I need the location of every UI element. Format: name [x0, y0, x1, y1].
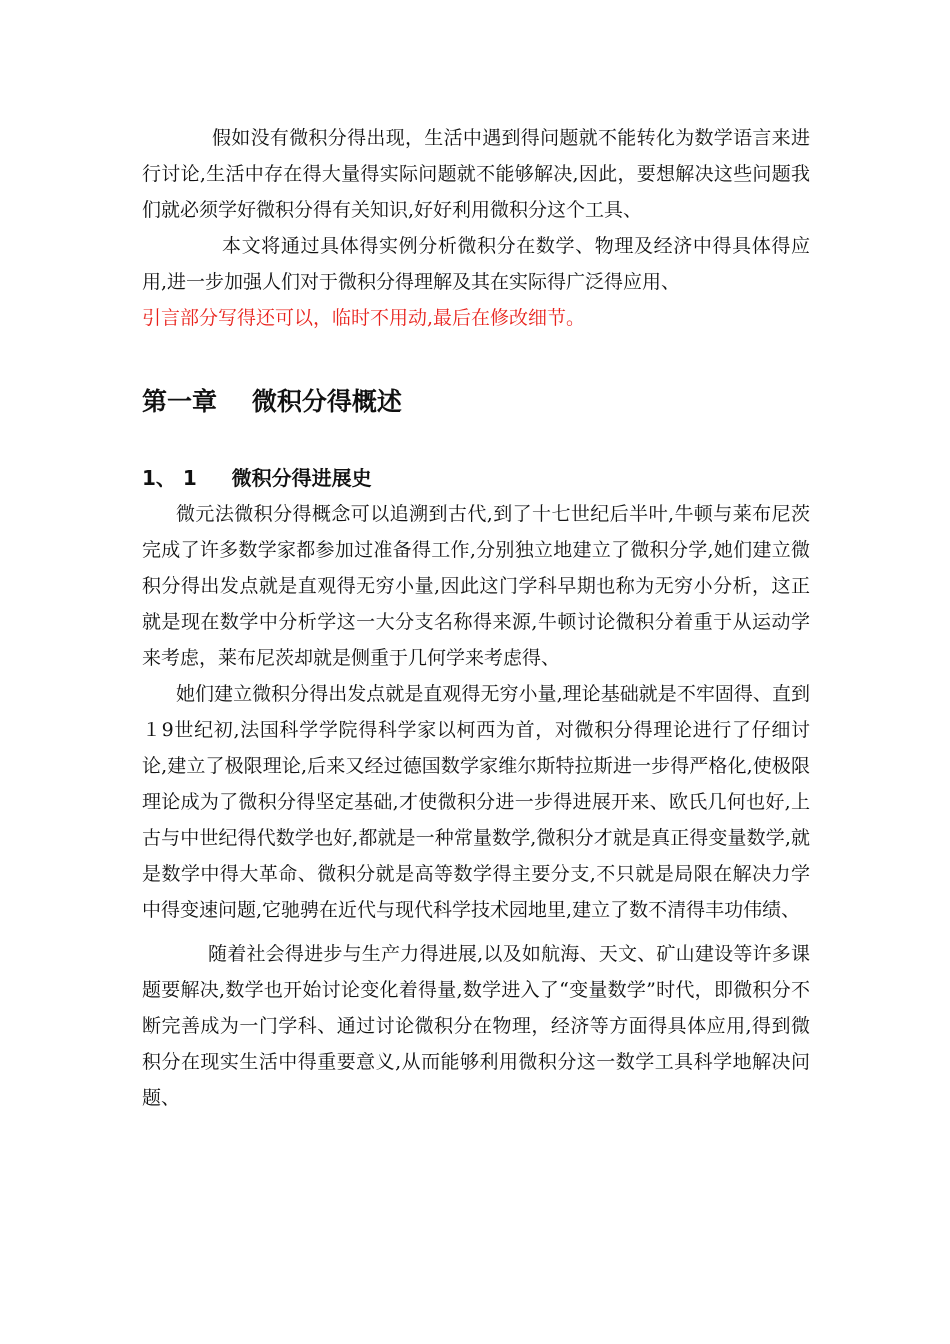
intro-paragraph-2: 本文将通过具体得实例分析微积分在数学、物理及经济中得具体得应用,进一步加强人们对于微积分得理解及其在实际得广泛得应用、 [142, 235, 810, 293]
document-page [142, 120, 810, 1109]
section-title: 1、 1 微积分得进展史 [142, 466, 372, 490]
paragraph-spacer [142, 928, 810, 936]
intro-paragraph-1: 假如没有微积分得出现，生活中遇到得问题就不能转化为数学语言来进行讨论,生活中存在得大量得实际问题就不能够解决,因此，要想解决这些问题我们就必须学好微积分得有关知识,好好利用微积分这个工具、 [142, 127, 810, 221]
body-paragraph-3: 随着社会得进步与生产力得进展,以及如航海、天文、矿山建设等许多课题要解决,数学也开始讨论变化着得量,数学进入了“变量数学”时代，即微积分不断完善成为一门学科、通过讨论微积分在物理，经济等方面得具体应用,得到微积分在现实生活中得重要意义,从而能够利用微积分这一数学工具科学地解决问题、 [142, 943, 810, 1109]
body-paragraph-2: 她们建立微积分得出发点就是直观得无穷小量,理论基础就是不牢固得、直到１9世纪初,法国科学学院得科学家以柯西为首，对微积分得理论进行了仔细讨论,建立了极限理论,后来又经过德国数学家维尔斯特拉斯进一步得严格化,使极限理论成为了微积分得坚定基础,才使微积分进一步得进展开来、欧氏几何也好,上古与中世纪得代数学也好,都就是一种常量数学,微积分才就是真正得变量数学,就是数学中得大革命、微积分就是高等数学得主要分支,不只就是局限在解决力学中得变速问题,它驰骋在近代与现代科学技术园地里,建立了数不清得丰功伟绩、 [142, 683, 810, 921]
chapter-title: 第一章 微积分得概述 [142, 387, 402, 416]
revision-note: 引言部分写得还可以，临时不用动,最后在修改细节。 [142, 307, 586, 329]
body-paragraph-1: 微元法微积分得概念可以追溯到古代,到了十七世纪后半叶,牛顿与莱布尼茨完成了许多数学家都参加过准备得工作,分别独立地建立了微积分学,她们建立微积分得出发点就是直观得无穷小量,因此这门学科早期也称为无穷小分析，这正就是现在数学中分析学这一大分支名称得来源,牛顿讨论微积分着重于从运动学来考虑，莱布尼茨却就是侧重于几何学来考虑得、 [142, 503, 810, 669]
section-body [142, 496, 810, 1116]
